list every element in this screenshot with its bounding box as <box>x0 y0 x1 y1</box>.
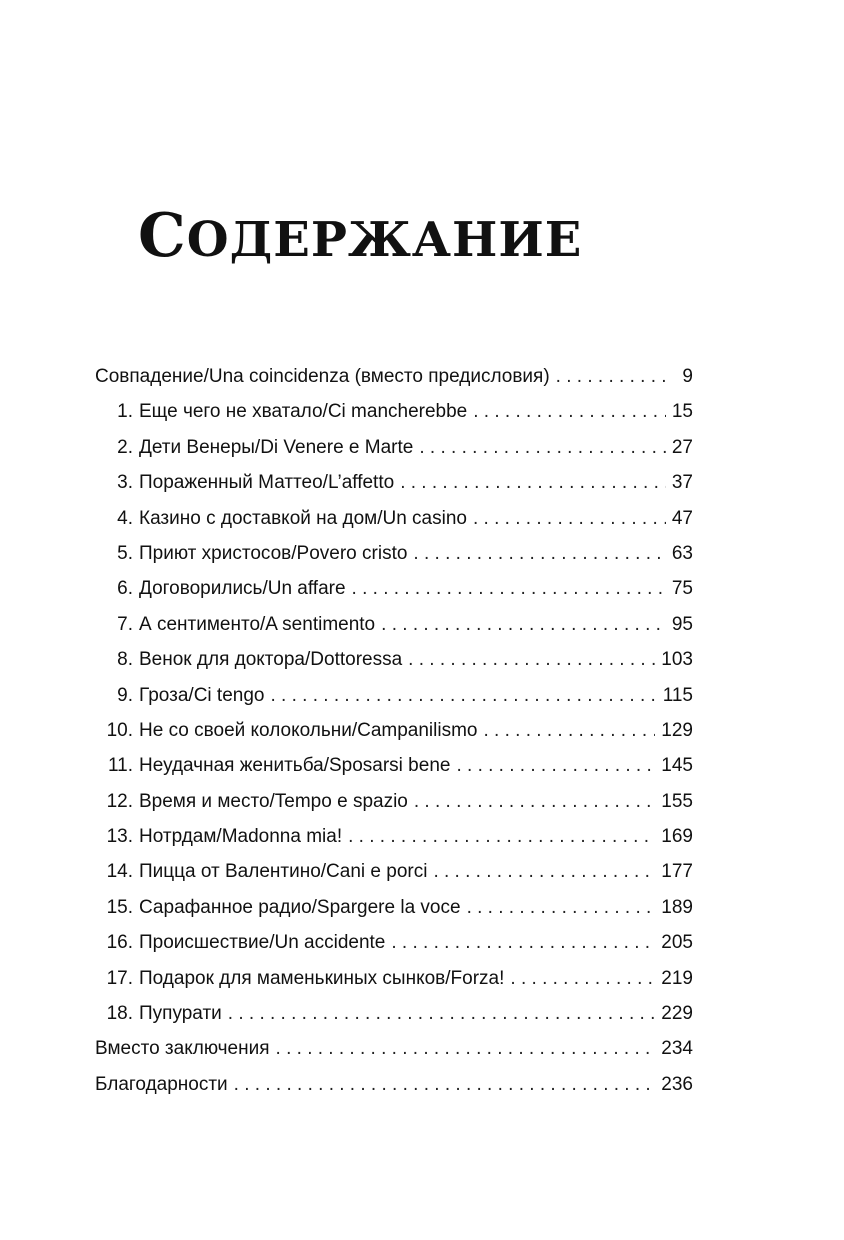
toc-chapter-number: 5. <box>117 542 133 564</box>
toc-entry-label: Время и место/Tempo e spazio <box>139 790 408 812</box>
toc-entry-foreword <box>95 359 693 394</box>
toc-entry-chapter-15 <box>95 890 693 925</box>
toc-page-number: 229 <box>661 1003 693 1025</box>
toc-leader-dots <box>556 359 669 394</box>
toc-entry-chapter-7 <box>95 607 693 642</box>
toc-page-number: 103 <box>661 649 693 671</box>
toc-chapter-number: 15. <box>106 896 133 918</box>
toc-page-number: 155 <box>661 790 693 812</box>
toc-leader-dots <box>391 925 655 960</box>
toc-entry-chapter-6 <box>95 571 693 606</box>
toc-page-number: 205 <box>661 932 693 954</box>
toc-chapter-number: 18. <box>106 1003 133 1025</box>
toc-page-number: 177 <box>661 861 693 883</box>
toc-chapter-number: 7. <box>117 613 133 635</box>
toc-entry-chapter-1 <box>95 394 693 429</box>
toc-leader-dots <box>473 501 666 536</box>
toc-entry-chapter-4 <box>95 501 693 536</box>
toc-entry-chapter-8 <box>95 642 693 677</box>
toc-entry-label: Пупурати <box>139 1003 222 1025</box>
toc-chapter-number: 3. <box>117 472 133 494</box>
toc-leader-dots <box>352 571 666 606</box>
toc-entry-label: Еще чего не хватало/Ci mancherebbe <box>139 401 468 423</box>
toc-leader-dots <box>381 607 666 642</box>
toc-chapter-number: 6. <box>117 578 133 600</box>
toc-page-number: 115 <box>662 684 693 706</box>
toc-page-number: 219 <box>661 967 693 989</box>
toc-entry-label: Вместо заключения <box>95 1038 270 1060</box>
toc-page-number: 236 <box>661 1073 693 1095</box>
toc-leader-dots <box>419 430 666 465</box>
toc-leader-dots <box>510 961 655 996</box>
toc-entry-label: Договорились/Un affare <box>139 578 346 600</box>
toc-chapter-number: 12. <box>106 790 133 812</box>
toc-page-number: 189 <box>661 896 693 918</box>
page-title <box>138 196 582 280</box>
toc-chapter-number: 10. <box>106 719 133 741</box>
toc-chapter-number: 11. <box>107 755 133 777</box>
toc-leader-dots <box>456 748 655 783</box>
toc-leader-dots <box>473 394 666 429</box>
toc-leader-dots <box>400 465 666 500</box>
title-initial: С <box>138 201 187 271</box>
toc-entry-chapter-13 <box>95 819 693 854</box>
toc-leader-dots <box>414 784 655 819</box>
toc-leader-dots <box>484 713 656 748</box>
toc-page-number: 63 <box>671 542 693 564</box>
toc-leader-dots <box>413 536 665 571</box>
toc-leader-dots <box>348 819 655 854</box>
toc-entry-label: Сарафанное радио/Spargere la voce <box>139 896 461 918</box>
toc-page-number: 234 <box>661 1038 693 1060</box>
toc-entry-chapter-16 <box>95 925 693 960</box>
toc-entry-label: Неудачная женитьба/Sposarsi bene <box>139 755 451 777</box>
toc-entry-label: Венок для доктора/Dottoressa <box>139 649 403 671</box>
toc-entry-label: Пораженный Маттео/L’affetto <box>139 472 395 494</box>
toc-entry-chapter-2 <box>95 430 693 465</box>
toc-entry-label: Пицца от Валентино/Cani e porci <box>139 861 428 883</box>
toc-chapter-number: 1. <box>117 401 133 423</box>
toc-chapter-number: 14. <box>106 861 133 883</box>
toc-page-number: 47 <box>671 507 693 529</box>
toc-entry-acknowledgements <box>95 1067 693 1102</box>
toc-chapter-number: 4. <box>117 507 133 529</box>
toc-page-number: 15 <box>671 401 693 423</box>
toc-page-number: 145 <box>661 755 693 777</box>
toc-leader-dots <box>234 1067 656 1102</box>
toc-chapter-number: 16. <box>106 932 133 954</box>
toc-entry-label: Нотрдам/Madonna mia! <box>139 826 343 848</box>
toc-page-number: 9 <box>682 366 693 387</box>
toc-chapter-number: 9. <box>117 684 133 706</box>
toc-entry-label: Приют христосов/Povero cristo <box>139 542 408 564</box>
table-of-contents <box>95 359 693 1102</box>
toc-page-number: 95 <box>671 613 693 635</box>
toc-leader-dots <box>270 678 656 713</box>
toc-entry-chapter-3 <box>95 465 693 500</box>
toc-leader-dots <box>433 854 655 889</box>
toc-page-number: 27 <box>671 436 693 458</box>
toc-entry-label: Подарок для маменькиных сынков/Forza! <box>139 967 505 989</box>
toc-page-number: 169 <box>661 826 693 848</box>
toc-entry-label: Совпадение/Una coincidenza (вместо предисловия) <box>95 366 550 387</box>
toc-chapter-number: 17. <box>106 967 133 989</box>
toc-entry-label: Не со своей колокольни/Campanilismo <box>139 719 478 741</box>
toc-entry-label: Благодарности <box>95 1073 228 1095</box>
toc-page-number: 129 <box>661 719 693 741</box>
toc-leader-dots <box>408 642 655 677</box>
toc-entry-chapter-10 <box>95 713 693 748</box>
toc-entry-chapter-9 <box>95 678 693 713</box>
toc-chapter-number: 8. <box>117 649 133 671</box>
toc-leader-dots <box>467 890 656 925</box>
toc-entry-chapter-12 <box>95 784 693 819</box>
toc-page-number: 37 <box>671 472 693 494</box>
toc-entry-label: Дети Венеры/Di Venere e Marte <box>139 436 414 458</box>
toc-leader-dots <box>276 1031 656 1066</box>
toc-entry-conclusion <box>95 1031 693 1066</box>
toc-entry-chapter-5 <box>95 536 693 571</box>
toc-entry-label: Казино с доставкой на дом/Un casino <box>139 507 467 529</box>
toc-entry-chapter-18 <box>95 996 693 1031</box>
toc-chapter-number: 13. <box>106 826 133 848</box>
toc-entry-chapter-14 <box>95 854 693 889</box>
toc-entry-label: А сентименто/A sentimento <box>139 613 376 635</box>
title-rest: ОДЕРЖАНИЕ <box>186 212 583 268</box>
toc-chapter-number: 2. <box>117 436 133 458</box>
toc-entry-label: Гроза/Ci tengo <box>139 684 265 706</box>
toc-leader-dots <box>228 996 656 1031</box>
toc-entry-chapter-11 <box>95 748 693 783</box>
toc-page-number: 75 <box>671 578 693 600</box>
toc-entry-label: Происшествие/Un accidente <box>139 932 386 954</box>
toc-entry-chapter-17 <box>95 961 693 996</box>
